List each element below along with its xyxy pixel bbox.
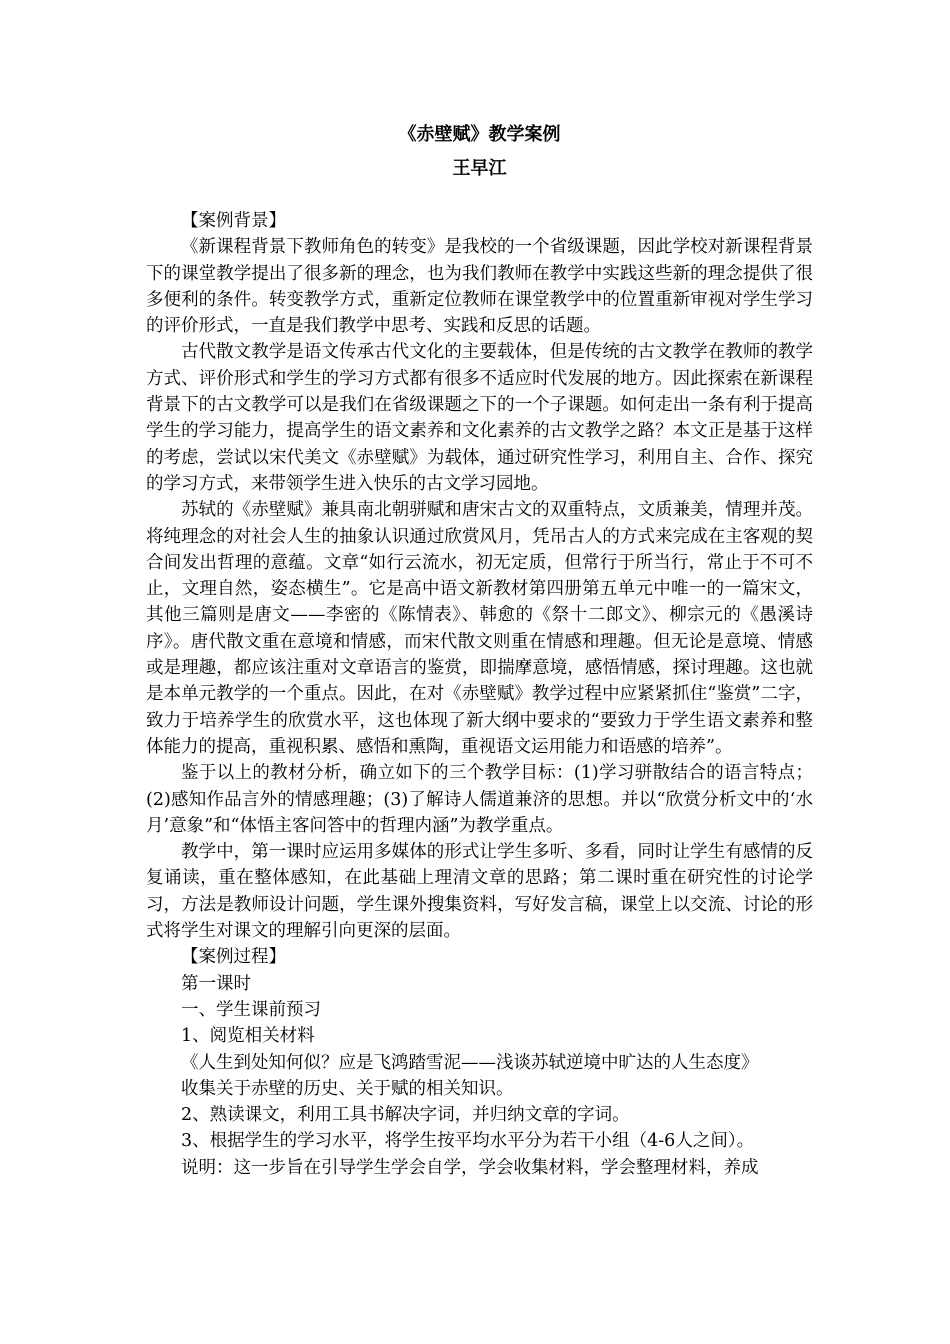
section-heading-process: 【案例过程】 [181,947,286,968]
step-item-1-note: 收集关于赤壁的历史、关于赋的相关知识。 [181,1078,514,1099]
step-heading-preview: 一、学生课前预习 [181,999,321,1020]
lesson-heading-first: 第一课时 [181,973,251,994]
step-item-1: 1、阅览相关材料 [181,1026,315,1047]
step-item-3: 3、根据学生的学习水平，将学生按平均水平分为若干小组（4-6人之间）。 [181,1131,755,1152]
paragraph-background-3: 苏轼的《赤壁赋》兼具南北朝骈赋和唐宋古文的双重特点，文质兼美，情理并茂。将纯理念的对社会人生的抽象认识通过欣赏风月，凭吊古人的方式来完成在主客观的契合间发出哲理的意蕴。文章“如行云流水，初无定质，但常行于所当行，常止于不可不止，文理自然，姿态横生”。它是高中语文新教材第四册第五单元中唯一的一篇宋文，其他三篇则是唐文——李密的《陈情表》、韩愈的《祭十二郎文》、柳宗元的《愚溪诗序》。唐代散文重在意境和情感，而宋代散文则重在情感和理趣。但无论是意境、情感或是理趣，都应该注重对文章语言的鉴赏，即揣摩意境，感悟情感，探讨理趣。这也就是本单元教学的一个重点。因此，在对《赤壁赋》教学过程中应紧紧抓住“鉴赏”二字，致力于培养学生的欣赏水平，这也体现了新大纲中要求的“要致力于学生语文素养和整体能力的提高，重视积累、感悟和熏陶，重视语文运用能力和语感的培养”。 [146,500,813,757]
document-title: 《赤壁赋》教学案例 [398,124,561,145]
paragraph-teaching-goals: 鉴于以上的教材分析，确立如下的三个教学目标：(1)学习骈散结合的语言特点；(2)感知作品言外的情感理趣；(3)了解诗人儒道兼济的思想。并以“欣赏分析文中的‘水月’意象”和“体悟主客问答中的哲理内涵”为教学重点。 [146,763,813,836]
paragraph-background-2: 古代散文教学是语文传承古代文化的主要载体，但是传统的古文教学在教师的教学方式、评价形式和学生的学习方式都有很多不适应时代发展的地方。因此探索在新课程背景下的古文教学可以是我们在省级课题之下的一个子课题。如何走出一条有利于提高学生的学习能力，提高学生的语文素养和文化素养的古文教学之路？本文正是基于这样的考虑，尝试以宋代美文《赤壁赋》为载体，通过研究性学习，利用自主、合作、探究的学习方式，来带领学生进入快乐的古文学习园地。 [146,342,813,494]
section-heading-background: 【案例背景】 [181,211,286,231]
step-explanation: 说明：这一步旨在引导学生学会自学，学会收集材料，学会整理材料，养成 [181,1157,759,1178]
reference-article: 《人生到处知何似？应是飞鸿踏雪泥——浅谈苏轼逆境中旷达的人生态度》 [181,1052,759,1073]
document-page [146,118,813,1181]
document-author: 王早江 [452,158,507,179]
step-item-2: 2、熟读课文，利用工具书解决字词，并归纳文章的字词。 [181,1105,630,1126]
paragraph-teaching-plan: 教学中，第一课时应运用多媒体的形式让学生多听、多看，同时让学生有感情的反复诵读，重在整体感知，在此基础上理清文章的思路；第二课时重在研究性的讨论学习，方法是教师设计问题，学生课外搜集资料，写好发言稿，课堂上以交流、讨论的形式将学生对课文的理解引向更深的层面。 [146,842,813,942]
paragraph-background-1: 《新课程背景下教师角色的转变》是我校的一个省级课题，因此学校对新课程背景下的课堂教学提出了很多新的理念，也为我们教师在教学中实践这些新的理念提供了很多便利的条件。转变教学方式，重新定位教师在课堂教学中的位置重新审视对学生学习的评价形式，一直是我们教学中思考、实践和反思的话题。 [146,237,813,337]
